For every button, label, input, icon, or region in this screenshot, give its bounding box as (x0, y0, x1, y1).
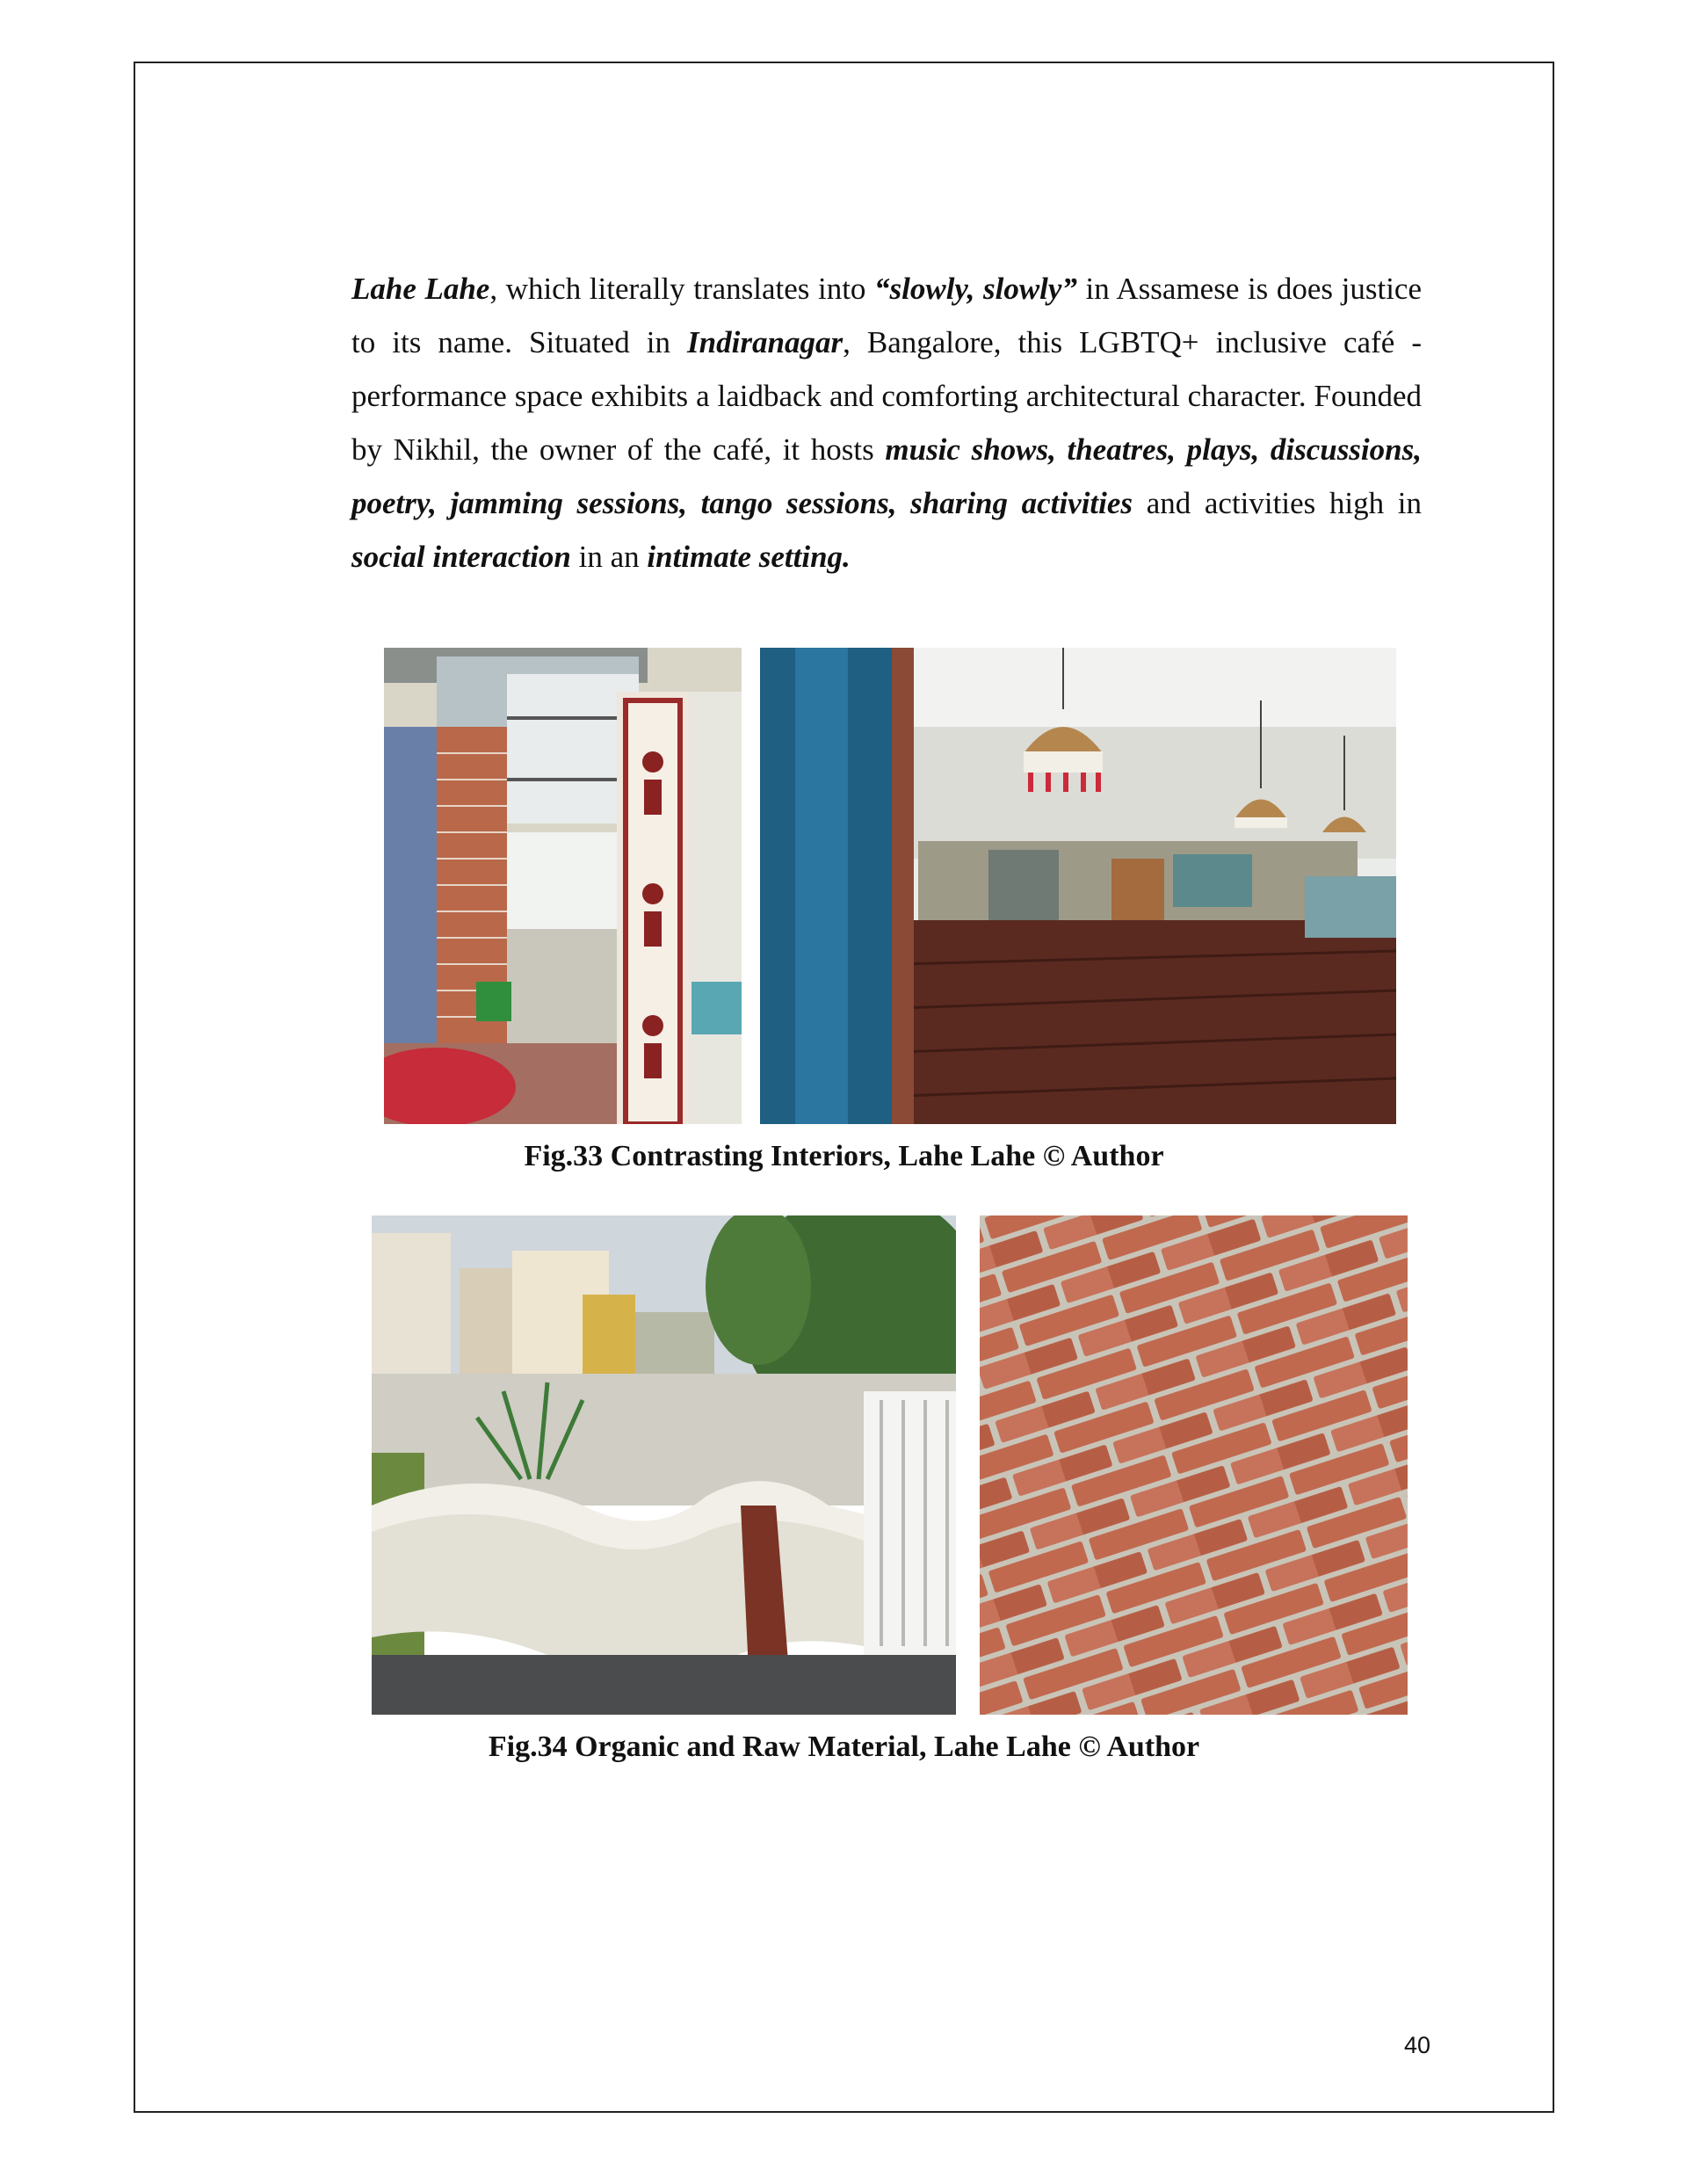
photo-rooftop-wall (372, 1215, 956, 1715)
photo-brick-wall (980, 1215, 1408, 1715)
paragraph-text: in an (570, 540, 648, 574)
photo-window-corner (384, 648, 742, 1124)
photo-cafe-interior (760, 648, 1396, 1124)
emphasis-text: “slowly, slowly” (874, 272, 1077, 306)
body-paragraph (351, 262, 1422, 584)
paragraph-text: , which literally translates into (489, 272, 875, 306)
emphasis-text: Lahe Lahe (351, 272, 490, 306)
emphasis-text: intimate setting. (647, 540, 851, 574)
page-number: 40 (1403, 2032, 1430, 2058)
figure-caption: Fig.33 Contrasting Interiors, Lahe Lahe © Author (524, 1140, 1164, 1172)
paragraph-text: and activities high in (1133, 486, 1422, 520)
figure-caption: Fig.34 Organic and Raw Material, Lahe Lahe © Author (488, 1731, 1200, 1763)
emphasis-text: social interaction (351, 540, 571, 574)
paragraph-text: in Assamese is does justice to its name. Situated in (351, 272, 1422, 359)
emphasis-text: music shows, theatres, plays, discussions, poetry, jamming sessions, tango sessions, sharing activities (351, 432, 1422, 520)
paragraph-text: , Bangalore, this LGBTQ+ inclusive café - performance space exhibits a laidback and comforting architectural character. Founded by Nikhil, the owner of the café, it hosts (351, 325, 1422, 467)
emphasis-text: Indiranagar (687, 325, 844, 359)
